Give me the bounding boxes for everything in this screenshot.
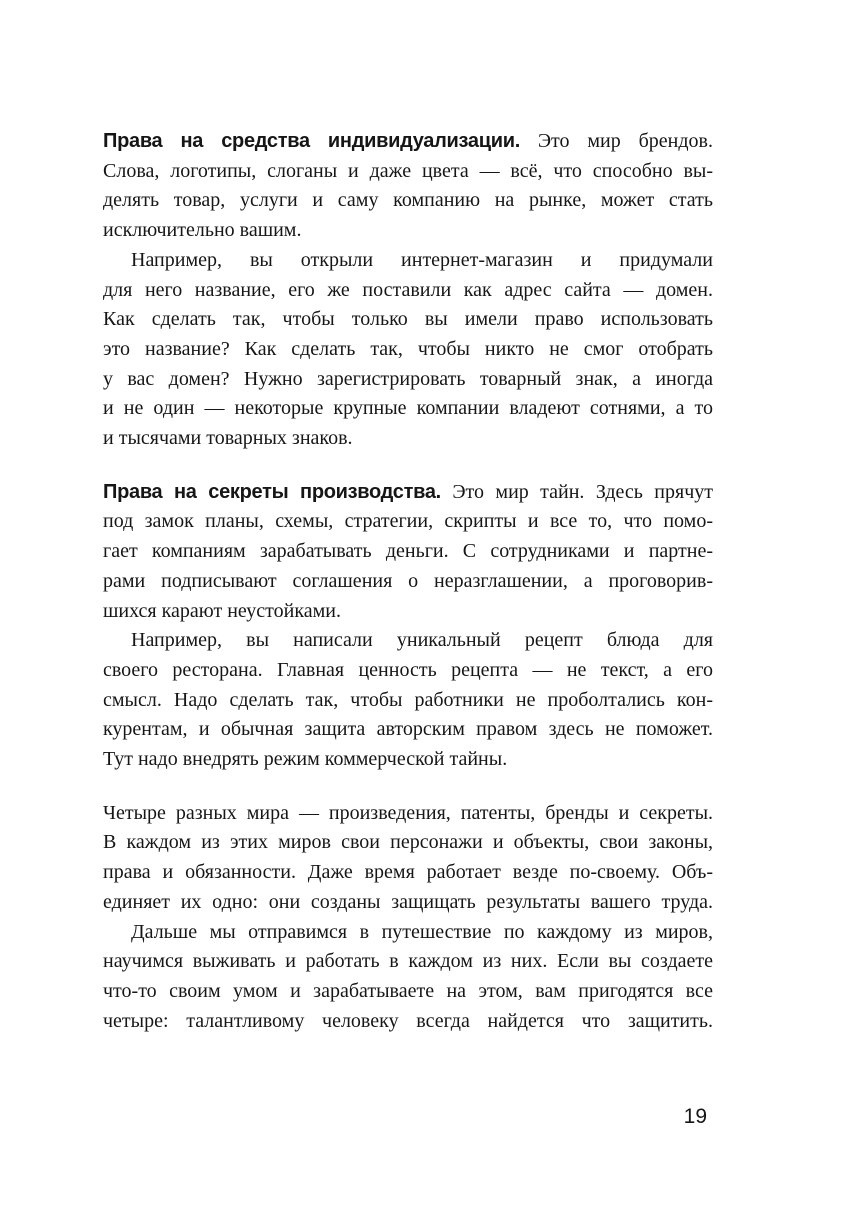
text-line: Права на секреты производства. Это мир тайн. Здесь прячут [103,480,713,503]
text-line: шихся карают неустойками. [103,599,341,622]
paragraph [103,246,713,454]
text-line: курентам, и обычная защита авторским правом здесь не поможет. [103,718,713,741]
section-paragraph [103,127,713,246]
paragraph [103,626,713,775]
text-line: и не один — некоторые крупные компании владеют сотнями, а то [103,397,713,420]
text-line: четыре: талантливому человеку всегда найдется что защитить. [103,1009,713,1032]
text-line: для него название, его же поставили как адрес сайта — домен. [103,278,713,301]
text-line: под замок планы, схемы, стратегии, скрипты и все то, что помо- [103,510,713,533]
text-line: своего ресторана. Главная ценность рецепта — не текст, а его [103,658,713,681]
text-line: Как сделать так, чтобы только вы имели право использовать [103,308,713,331]
paragraph [103,918,713,1037]
text-line: у вас домен? Нужно зарегистрировать товарный знак, а иногда [103,367,713,390]
text-line: Четыре разных мира — произведения, патенты, бренды и секреты. [103,801,713,824]
paragraph [103,799,713,918]
page-body [103,127,713,1036]
text-line: Тут надо внедрять режим коммерческой тайны. [103,748,508,771]
text-line: Например, вы написали уникальный рецепт блюда для [131,629,713,652]
run-in-heading: Права на средства индивидуализации. [103,130,520,152]
text-line: рами подписывают соглашения о неразглашении, а проговорив- [103,569,713,592]
text-line: делять товар, услуги и саму компанию на рынке, может стать [103,189,713,212]
text-line: смысл. Надо сделать так, чтобы работники не проболтались кон- [103,688,713,711]
text-line: научимся выживать и работать в каждом из них. Если вы создаете [103,950,713,973]
text-line: Дальше мы отправимся в путешествие по каждому из миров, [131,920,713,943]
text-line: гает компаниям зарабатывать деньги. С сотрудниками и партне- [103,540,713,563]
text-line: права и обязанности. Даже время работает везде по-своему. Объ- [103,861,713,884]
text-line: Слова, логотипы, слоганы и даже цвета — всё, что способно вы- [103,159,713,182]
run-in-heading: Права на секреты производства. [103,480,441,503]
text-line: это название? Как сделать так, чтобы никто не смог отобрать [103,337,713,360]
text-line: что-то своим умом и зарабатываете на этом, вам пригодятся все [103,979,713,1002]
text-line: Права на средства индивидуализации. Это мир брендов. [103,130,713,152]
text-line: исключительно вашим. [103,219,302,242]
text-line: единяет их одно: они созданы защищать результаты вашего труда. [103,890,713,913]
text-line: В каждом из этих миров свои персонажи и объекты, свои законы, [103,831,713,854]
text-line: и тысячами товарных знаков. [103,427,353,450]
page-number: 19 [683,1105,707,1128]
text-line: Например, вы открыли интернет-магазин и придумали [131,248,713,271]
section-paragraph [103,478,713,627]
